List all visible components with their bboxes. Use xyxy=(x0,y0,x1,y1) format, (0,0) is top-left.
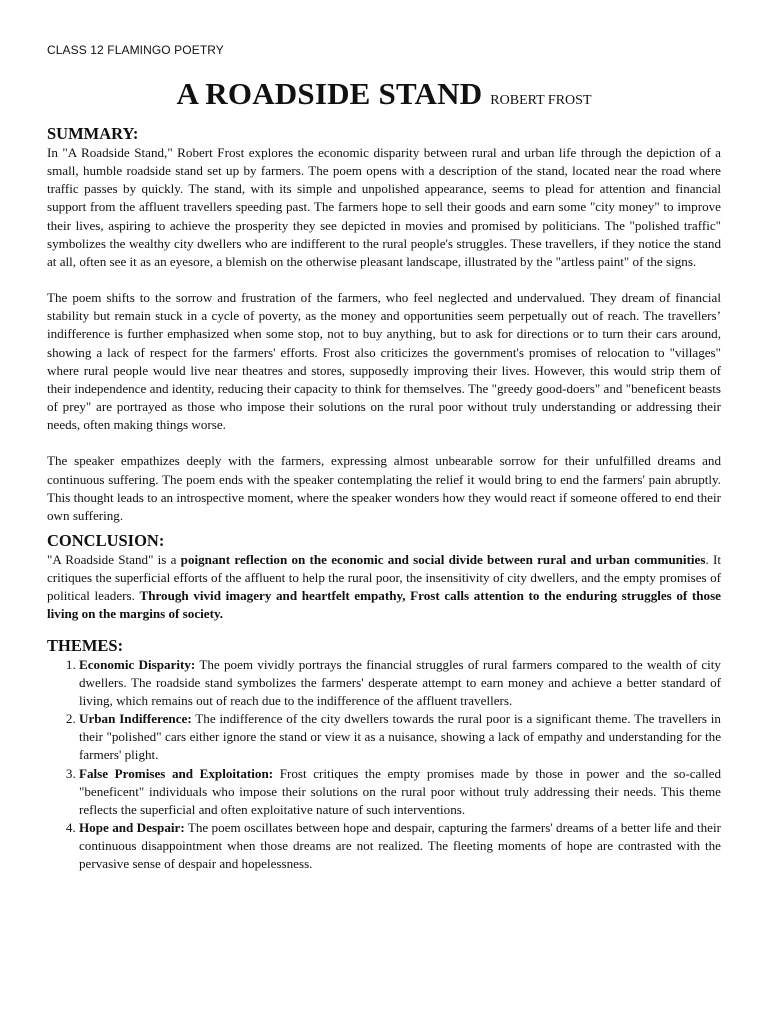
summary-paragraph-2: The poem shifts to the sorrow and frustration of the farmers, who feel neglected and undervalued. They dream of financial stability but remain stuck in a cycle of poverty, as the money and opportunities seem perpetually out of reach. The travellers’ indifference is further emphasized when some stop, not to buy anything, but to ask for directions or to turn their cars around, showing a lack of respect for the farmers' efforts. Frost also criticizes the government's promises of relocation to "villages" where rural people would live near theatres and stores, supposedly improving their lives. However, this would strip them of their independence and identity, reducing their capacity to think for themselves. The "greedy good-doers" and "beneficent beasts of prey" are portrayed as those who impose their solutions on the rural poor without truly understanding or addressing their needs, often making things worse. xyxy=(47,290,721,433)
themes-list xyxy=(47,656,721,874)
conclusion-bold-2: Through vivid imagery and heartfelt empathy, Frost calls attention to the enduring struggles of those living on the margins of society. xyxy=(47,588,721,622)
theme-item xyxy=(79,656,721,710)
summary-heading: SUMMARY: xyxy=(47,124,139,143)
conclusion-section xyxy=(47,531,721,624)
themes-heading: THEMES: xyxy=(47,635,124,655)
theme-title: Economic Disparity: xyxy=(79,656,196,672)
summary-paragraph-1: In "A Roadside Stand," Robert Frost explores the economic disparity between rural and urban life through the depiction of a small, humble roadside stand set up by farmers. The poem opens with a description of the stand, located near the road where traffic passes by quickly. The stand, with its simple and unpolished appearance, seems to plead for attention and financial support from the affluent travellers speeding past. The farmers hope to sell their goods and earn some "city money" to improve their lives, aspiring to achieve the prosperity they see depicted in movies and promised by politicians. The "polished traffic" symbolizes the wealthy city dwellers who are indifferent to the rural people's struggles. These travellers, if they notice the stand at all, often see it as an eyesore, a blemish on the otherwise pleasant landscape, illustrated by the "artless paint" of the signs. xyxy=(47,145,721,269)
theme-item xyxy=(79,710,721,764)
theme-text: The poem vividly portrays the financial struggles of rural farmers compared to the wealth of city dwellers. The roadside stand symbolizes the farmers' desperate attempt to earn money and achieve a better standard of living, which remains out of reach due to the indifference of the affluent travellers. xyxy=(79,656,721,708)
document-body xyxy=(47,124,721,873)
summary-section xyxy=(47,124,721,525)
poem-author: ROBERT FROST xyxy=(490,93,592,108)
conclusion-text-2: . It critiques the superficial efforts of the affluent to help the rural poor, the insensitivity of city dwellers, and the empty promises of political leaders. xyxy=(47,551,721,604)
course-label: CLASS 12 FLAMINGO POETRY xyxy=(47,43,224,57)
title-row xyxy=(0,76,768,112)
conclusion-heading: CONCLUSION: xyxy=(47,530,165,550)
theme-title: Urban Indifference: xyxy=(79,711,192,727)
theme-title: Hope and Despair: xyxy=(79,820,185,835)
theme-text: Frost critiques the empty promises made by those in power and the so-called "beneficent" individuals who impose their solutions on the rural poor without truly addressing their needs. This theme reflects the superficial and often exploitative nature of such interventions. xyxy=(79,765,721,817)
themes-section xyxy=(47,636,721,874)
conclusion-bold-1: poignant reflection on the economic and social divide between rural and urban communities xyxy=(180,551,706,567)
theme-title: False Promises and Exploitation: xyxy=(79,765,274,781)
theme-text: The indifference of the city dwellers towards the rural poor is a significant theme. The travellers in their "polished" cars either ignore the stand or view it as a nuisance, showing a lack of empathy and understanding for the farmers' plight. xyxy=(79,711,721,763)
conclusion-text-1: "A Roadside Stand" is a xyxy=(47,551,181,567)
conclusion-paragraph xyxy=(47,551,721,624)
theme-text: The poem oscillates between hope and despair, capturing the farmers' dreams of a better life and their continuous disappointment when those dreams are not realized. The fleeting moments of hope are contrasted with the pervasive sense of despair and hopelessness. xyxy=(79,820,721,872)
theme-item xyxy=(79,819,721,873)
summary-paragraph-3: The speaker empathizes deeply with the farmers, expressing almost unbearable sorrow for their unfulfilled dreams and continuous suffering. The poem ends with the speaker contemplating the relief it would bring to end the farmers' pain abruptly. This thought leads to an introspective moment, where the speaker wonders how they would react if someone offered to end their own suffering. xyxy=(47,453,721,523)
theme-item xyxy=(79,765,721,819)
poem-title: A ROADSIDE STAND xyxy=(176,76,483,111)
